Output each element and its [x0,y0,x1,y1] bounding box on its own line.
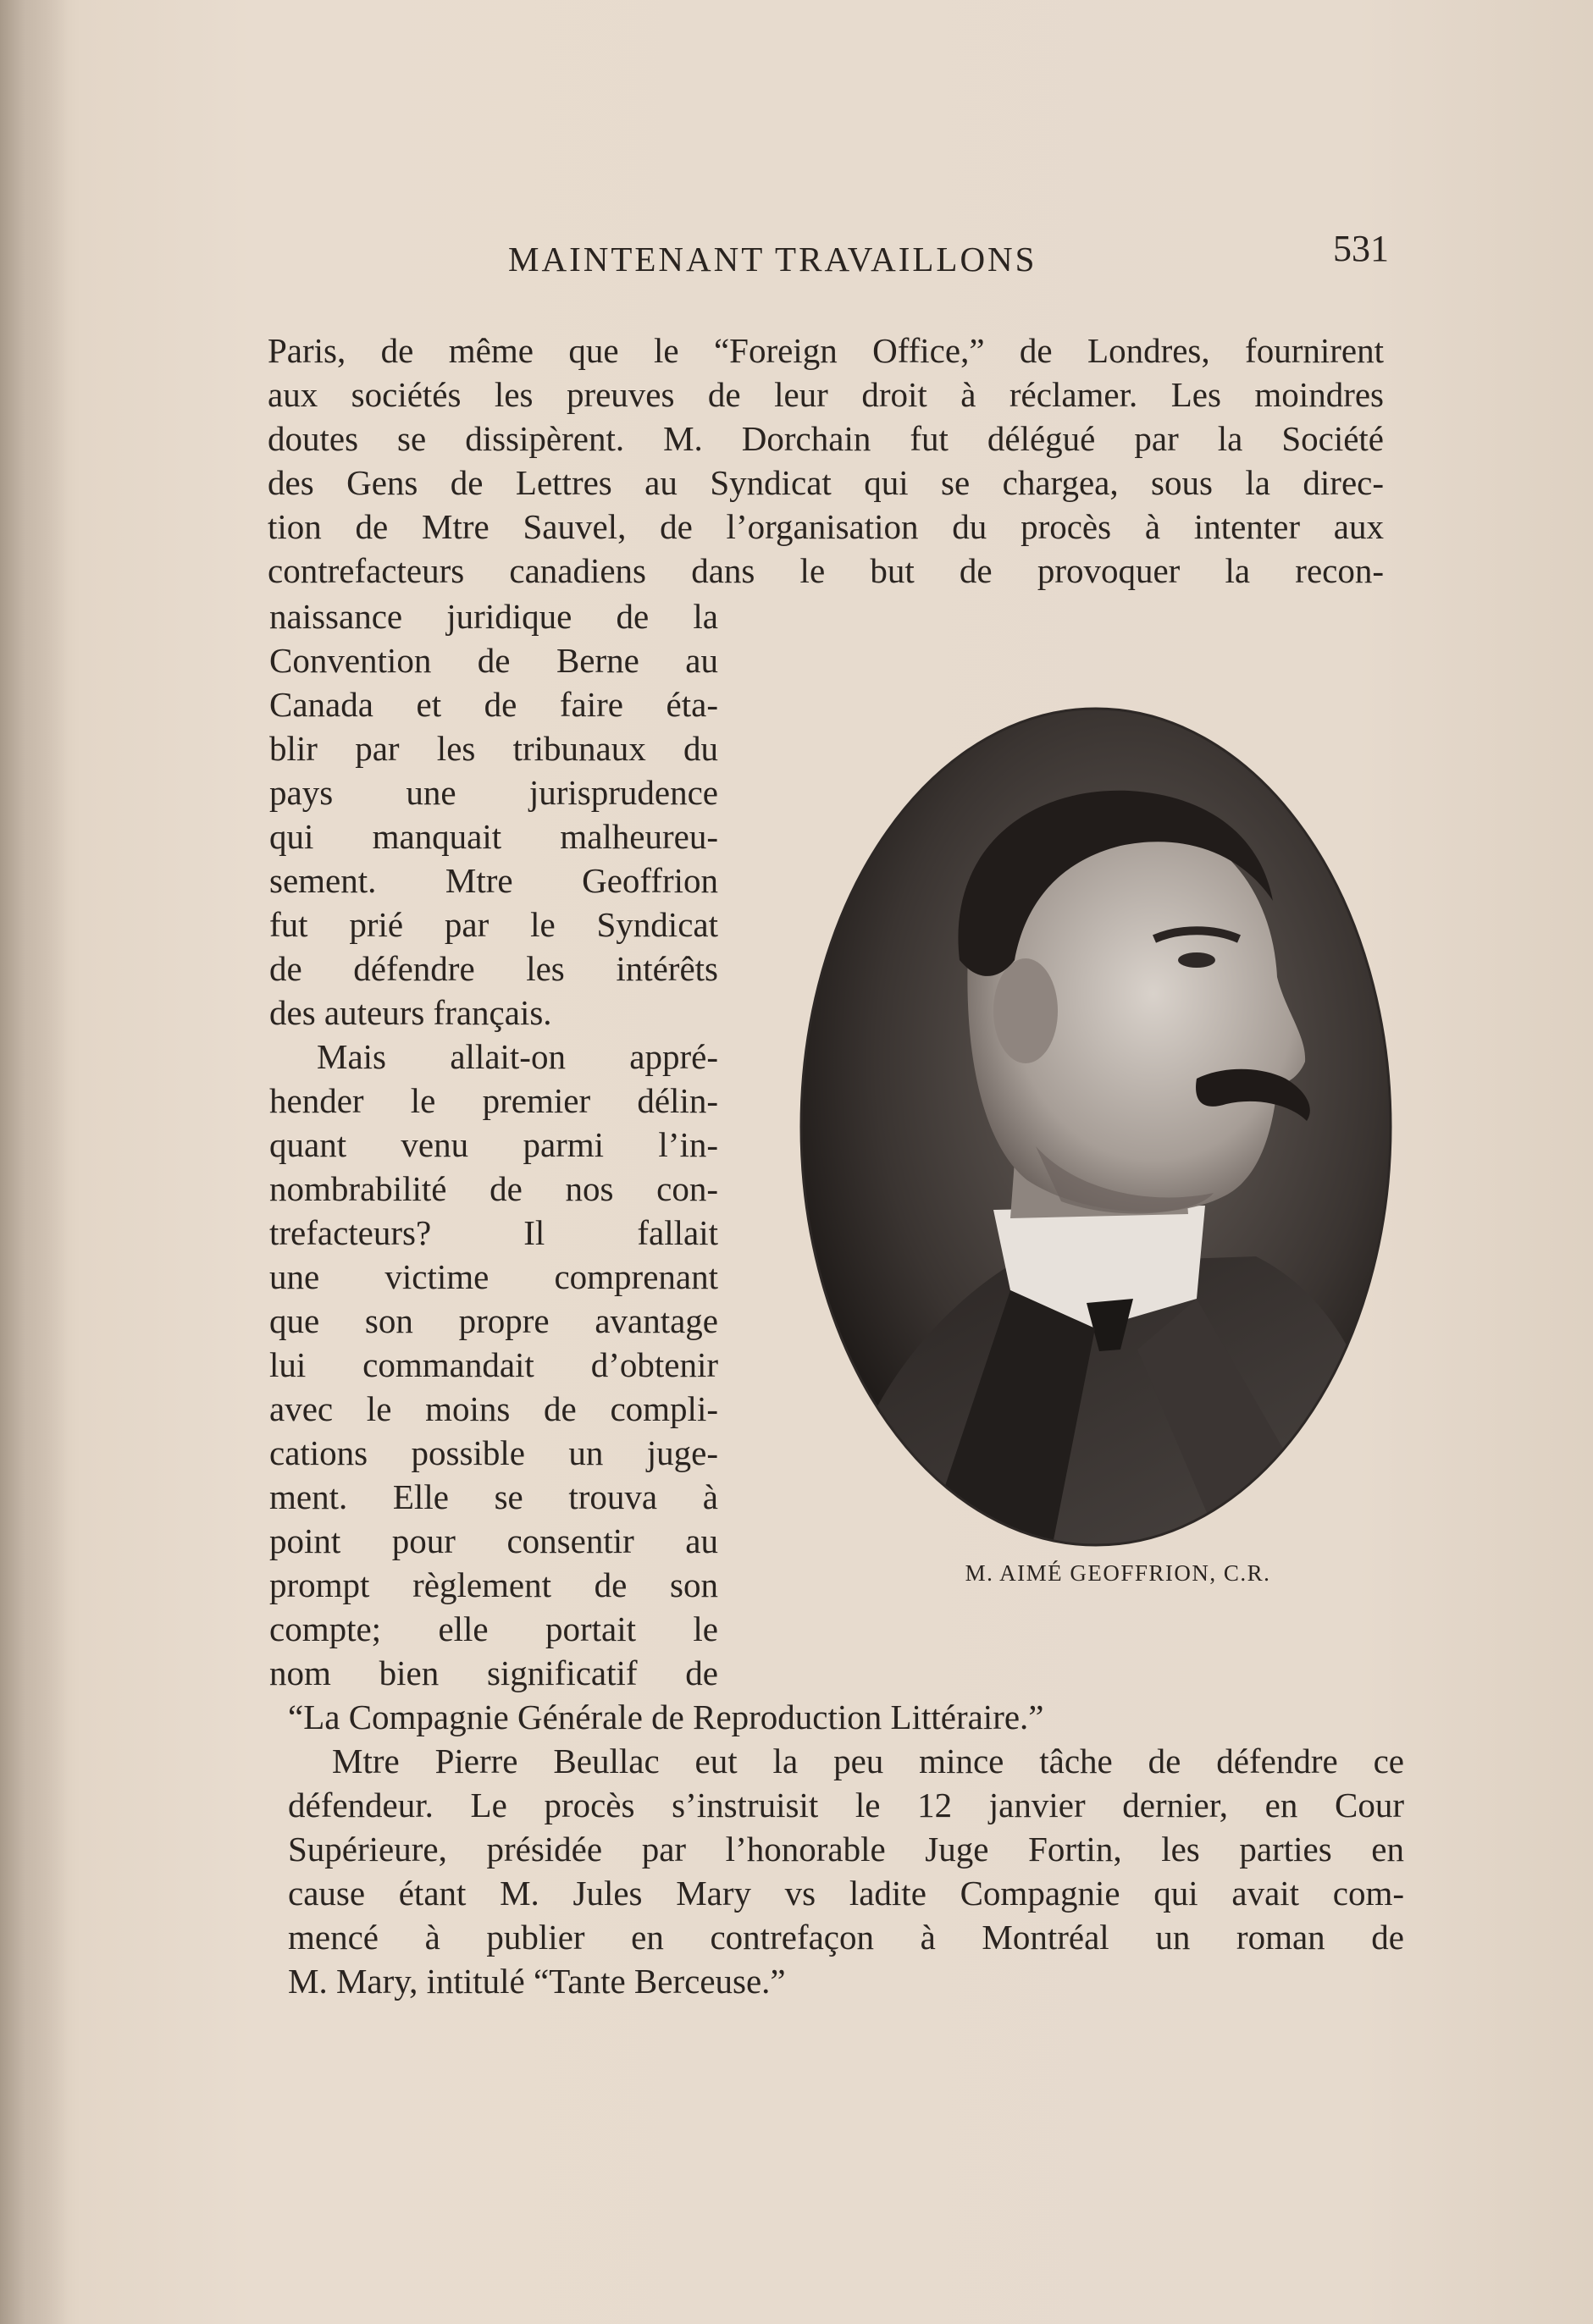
text-line: aux sociétés les preuves de leur droit à réclamer. Les moindres [268,375,1384,414]
text-line: prompt règlement de son [269,1565,718,1604]
text-line: doutes se dissipèrent. M. Dorchain fut délégué par la Société [268,419,1384,458]
text-line: qui manquait malheureu- [269,817,718,856]
text-line: cause étant M. Jules Mary vs ladite Compagnie qui avait com- [288,1874,1404,1913]
text-line: cations possible un juge- [269,1433,718,1472]
text-line: Supérieure, présidée par l’honorable Juge Fortin, les parties en [288,1830,1404,1869]
text-line: Mais allait-on appré- [317,1037,718,1076]
text-line: quant venu parmi l’in- [269,1125,718,1164]
page-number: 531 [1333,228,1389,269]
text-line: ment. Elle se trouva à [269,1477,718,1516]
text-line: lui commandait d’obtenir [269,1345,718,1384]
text-line: “La Compagnie Générale de Reproduction Littéraire.” [288,1697,1044,1736]
text-line: Paris, de même que le “Foreign Office,” de Londres, fournirent [268,331,1384,370]
text-line: Canada et de faire éta- [269,685,718,724]
text-line: compte; elle portait le [269,1609,718,1648]
page-gutter-shadow [0,0,68,2324]
text-line: défendeur. Le procès s’instruisit le 12 janvier dernier, en Cour [288,1786,1404,1824]
text-line: sement. Mtre Geoffrion [269,861,718,900]
text-line: une victime comprenant [269,1257,718,1296]
text-line: point pour consentir au [269,1521,718,1560]
text-line: de défendre les intérêts [269,949,718,988]
portrait-photo [799,706,1394,1548]
text-line: nom bien significatif de [269,1653,718,1692]
text-line: blir par les tribunaux du [269,729,718,768]
text-line: nombrabilité de nos con- [269,1169,718,1208]
text-line: avec le moins de compli- [269,1389,718,1428]
text-line: fut prié par le Syndicat [269,905,718,944]
photo-caption: M. AIMÉ GEOFFRION, C.R. [965,1560,1271,1586]
text-line: mencé à publier en contrefaçon à Montréal un roman de [288,1918,1404,1957]
text-line: des auteurs français. [269,993,552,1032]
text-line: pays une jurisprudence [269,773,718,812]
running-head-title: MAINTENANT TRAVAILLONS [508,240,1037,279]
text-line: trefacteurs? Il fallait [269,1213,718,1252]
text-line: naissance juridique de la [269,597,718,636]
text-line: contrefacteurs canadiens dans le but de provoquer la recon- [268,551,1384,590]
text-line: des Gens de Lettres au Syndicat qui se chargea, sous la direc- [268,463,1384,502]
text-line: Convention de Berne au [269,641,718,680]
running-head [508,227,1389,286]
text-line: tion de Mtre Sauvel, de l’organisation du procès à intenter aux [268,507,1384,546]
text-line: que son propre avantage [269,1301,718,1340]
text-line: M. Mary, intitulé “Tante Berceuse.” [288,1962,786,2001]
text-line: hender le premier délin- [269,1081,718,1120]
text-line: Mtre Pierre Beullac eut la peu mince tâche de défendre ce [332,1742,1404,1780]
